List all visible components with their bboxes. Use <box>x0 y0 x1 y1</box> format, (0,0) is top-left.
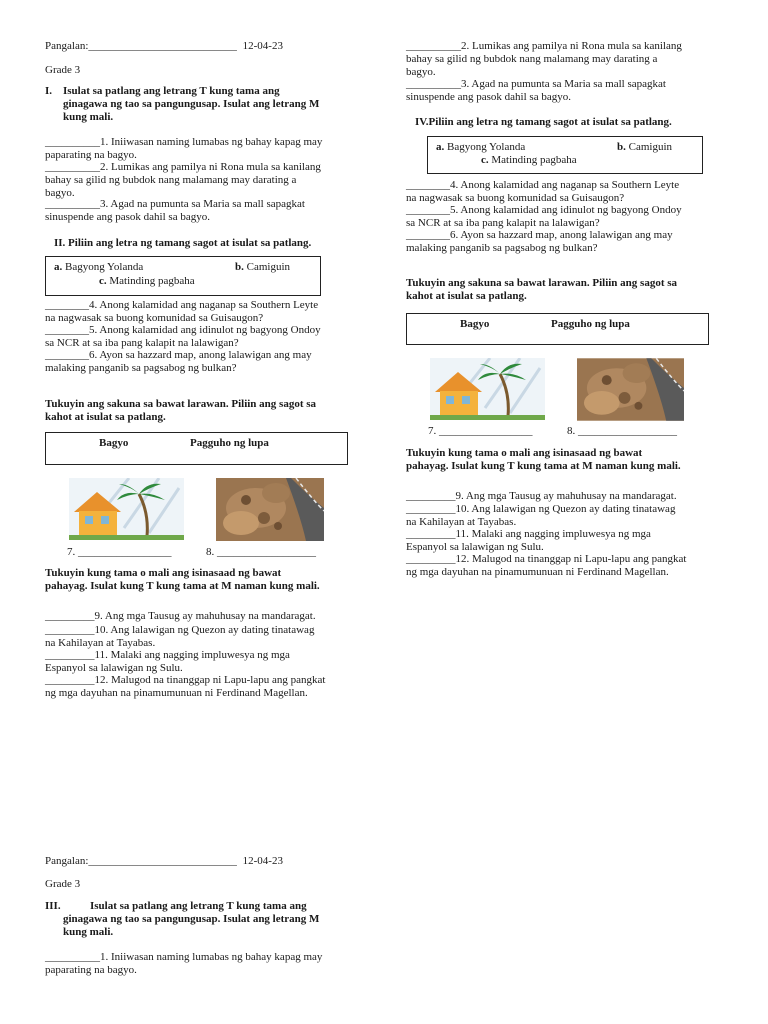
q-line: __________3. Agad na pumunta sa Maria sa mall sapagkat <box>406 78 666 90</box>
question-4-right <box>406 179 679 205</box>
typhoon-illustration <box>69 478 184 540</box>
opt-c: Matinding pagbaha <box>491 154 577 166</box>
part3-copy-instruction-cont <box>63 913 319 939</box>
instr-line: ginagawa ng tao sa pangungusap. Isulat ang letrang M <box>63 913 320 925</box>
question-9-right <box>406 490 677 503</box>
name-label: Pangalan:___________________________ <box>45 855 237 867</box>
question-3-right <box>406 78 666 104</box>
choice-pagguho: Pagguho ng lupa <box>551 318 630 330</box>
choices-box-right <box>427 136 703 174</box>
opt-b-letter: b. <box>617 141 626 153</box>
landslide-picture-right <box>577 358 684 421</box>
answer-box-right <box>406 313 709 345</box>
question-11 <box>45 649 290 675</box>
part3-number: III. <box>45 900 61 912</box>
q-line: ________6. Ayon sa hazzard map, anong lalawigan ang may <box>45 349 312 361</box>
q-line: bahay sa gilid ng bubdok nang malamang may darating a <box>45 174 297 186</box>
typhoon-illustration <box>430 358 545 420</box>
q-line: na Kahilayan at Tayabas. <box>45 637 156 649</box>
q-line: __________2. Lumikas ang pamilya ni Rona mula sa kanilang <box>406 40 682 52</box>
q-line: _________11. Malaki ang nagging impluwesya ng mga <box>45 649 290 661</box>
q-line: _________9. Ang mga Tausug ay mahuhusay na mandaragat. <box>406 490 677 502</box>
typhoon-picture-right <box>430 358 545 420</box>
q-line: _________10. Ang lalawigan ng Quezon ay dating tinatawag <box>45 624 315 636</box>
name-field-2 <box>45 855 283 868</box>
date: 12-04-23 <box>242 855 283 867</box>
question-4 <box>45 299 318 325</box>
typhoon-picture <box>69 478 184 540</box>
q-line: Espanyol sa lalawigan ng Sulu. <box>45 662 183 674</box>
opt-a-letter: a. <box>436 141 445 153</box>
instr-line: kahot at isulat sa patlang. <box>406 290 527 302</box>
part4-title: IV.Piliin ang letra ng tamang sagot at isulat sa patlang. <box>415 116 672 128</box>
question-5 <box>45 324 321 350</box>
q-line: na Kahilayan at Tayabas. <box>406 516 517 528</box>
answer-blank-7[interactable]: 7. _________________ <box>67 546 172 558</box>
question-1-copy <box>45 951 322 977</box>
question-5-right <box>406 204 682 230</box>
date: 12-04-23 <box>242 40 283 52</box>
q-line: ________4. Anong kalamidad ang naganap sa Southern Leyte <box>406 179 680 191</box>
name-label: Pangalan:___________________________ <box>45 40 237 52</box>
question-10 <box>45 624 314 650</box>
landslide-illustration <box>216 478 324 541</box>
q-line: __________1. Iniiwasan naming lumabas ng bahay kapag may <box>45 136 323 148</box>
q-line: _________12. Malugod na tinanggap ni Lapu-lapu ang pangkat <box>406 553 687 565</box>
question-10-right <box>406 503 675 529</box>
opt-a: Bagyong Yolanda <box>447 141 526 153</box>
part4-instruction <box>45 567 320 593</box>
q-line: _________9. Ang mga Tausug ay mahuhusay na mandaragat. <box>45 610 316 622</box>
opt-c-letter: c. <box>481 154 489 166</box>
q-line: _________11. Malaki ang nagging impluwesya ng mga <box>406 528 651 540</box>
q-line: ________5. Anong kalamidad ang idinulot ng bagyong Ondoy <box>406 204 682 216</box>
part2-title: II. Piliin ang letra ng tamang sagot at isulat sa patlang. <box>54 237 312 249</box>
opt-c-letter: c. <box>99 275 107 287</box>
q-line: _________12. Malugod na tinanggap ni Lapu-lapu ang pangkat <box>45 674 326 686</box>
question-3 <box>45 198 305 224</box>
q-line: bahay sa gilid ng bubdok nang malamang may darating a <box>406 53 658 65</box>
question-12 <box>45 674 325 700</box>
instr-line: kahot at isulat sa patlang. <box>45 411 166 423</box>
instr-line: Tukuyin kung tama o mali ang isinasaad ng bawat <box>406 447 643 459</box>
part1-instruction <box>63 85 319 124</box>
q-line: sinuspende ang pasok dahil sa bagyo. <box>406 91 571 103</box>
opt-b: Camiguin <box>246 261 291 273</box>
opt-a: Bagyong Yolanda <box>65 261 144 273</box>
q-line: na nagwasak sa buong komunidad sa Guisaugon? <box>45 312 264 324</box>
answer-blank-8[interactable]: 8. __________________ <box>206 546 316 558</box>
question-9 <box>45 610 316 623</box>
instr-line: kung mali. <box>63 926 114 938</box>
q-line: _________10. Ang lalawigan ng Quezon ay dating tinatawag <box>406 503 676 515</box>
instr-line: Isulat sa patlang ang letrang T kung tama ang <box>90 900 307 912</box>
choices-box <box>45 256 321 296</box>
q-line: __________1. Iniiwasan naming lumabas ng bahay kapag may <box>45 951 323 963</box>
instr-line: pahayag. Isulat kung T kung tama at M naman kung mali. <box>45 580 320 592</box>
name-field <box>45 40 283 53</box>
part3-instruction-right <box>406 277 677 303</box>
question-6 <box>45 349 312 375</box>
grade-label-2: Grade 3 <box>45 878 81 890</box>
q-line: ________6. Ayon sa hazzard map, anong lalawigan ang may <box>406 229 673 241</box>
answer-box <box>45 432 348 465</box>
opt-c: Matinding pagbaha <box>109 275 195 287</box>
part3-instruction <box>45 398 316 424</box>
landslide-picture <box>216 478 324 541</box>
q-line: __________2. Lumikas ang pamilya ni Rona mula sa kanilang <box>45 161 321 173</box>
q-line: malaking panganib sa pagsabog ng bulkan? <box>406 242 598 254</box>
q-line: __________3. Agad na pumunta sa Maria sa mall sapagkat <box>45 198 305 210</box>
q-line: ________4. Anong kalamidad ang naganap sa Southern Leyte <box>45 299 319 311</box>
instr-line: ginagawa ng tao sa pangungusap. Isulat ang letrang M <box>63 98 320 110</box>
q-line: ng mga dayuhan na pinamumunuan ni Ferdinand Magellan. <box>45 687 308 699</box>
opt-b: Camiguin <box>628 141 673 153</box>
q-line: malaking panganib sa pagsabog ng bulkan? <box>45 362 237 374</box>
question-1 <box>45 136 322 162</box>
part4-instruction-right <box>406 447 681 473</box>
instr-line: pahayag. Isulat kung T kung tama at M naman kung mali. <box>406 460 681 472</box>
part3-copy-instruction <box>90 900 307 913</box>
question-6-right <box>406 229 673 255</box>
grade-label: Grade 3 <box>45 64 81 76</box>
choice-bagyo: Bagyo <box>460 318 490 330</box>
answer-blank-8-right[interactable]: 8. __________________ <box>567 425 677 437</box>
instr-line: Tukuyin ang sakuna sa bawat larawan. Piliin ang sagot sa <box>45 398 317 410</box>
q-line: ng mga dayuhan na pinamumunuan ni Ferdinand Magellan. <box>406 566 669 578</box>
landslide-illustration <box>577 358 684 421</box>
answer-blank-7-right[interactable]: 7. _________________ <box>428 425 533 437</box>
opt-a-letter: a. <box>54 261 63 273</box>
choice-bagyo: Bagyo <box>99 437 129 449</box>
opt-b-letter: b. <box>235 261 244 273</box>
part1-number: I. <box>45 85 53 97</box>
q-line: paparating na bagyo. <box>45 964 137 976</box>
instr-line: kung mali. <box>63 111 114 123</box>
q-line: Espanyol sa lalawigan ng Sulu. <box>406 541 544 553</box>
q-line: bagyo. <box>45 187 75 199</box>
q-line: ________5. Anong kalamidad ang idinulot ng bagyong Ondoy <box>45 324 321 336</box>
question-2 <box>45 161 321 200</box>
question-12-right <box>406 553 686 579</box>
q-line: sa NCR at sa iba pang kalapit na lalawigan? <box>406 217 600 229</box>
q-line: paparating na bagyo. <box>45 149 137 161</box>
instr-line: Tukuyin ang sakuna sa bawat larawan. Piliin ang sagot sa <box>406 277 678 289</box>
q-line: sa NCR at sa iba pang kalapit na lalawigan? <box>45 337 239 349</box>
q-line: sinuspende ang pasok dahil sa bagyo. <box>45 211 210 223</box>
question-11-right <box>406 528 651 554</box>
q-line: na nagwasak sa buong komunidad sa Guisaugon? <box>406 192 625 204</box>
question-2-right <box>406 40 682 79</box>
choice-pagguho: Pagguho ng lupa <box>190 437 269 449</box>
instr-line: Tukuyin kung tama o mali ang isinasaad ng bawat <box>45 567 282 579</box>
instr-line: Isulat sa patlang ang letrang T kung tama ang <box>63 85 280 97</box>
q-line: bagyo. <box>406 66 436 78</box>
